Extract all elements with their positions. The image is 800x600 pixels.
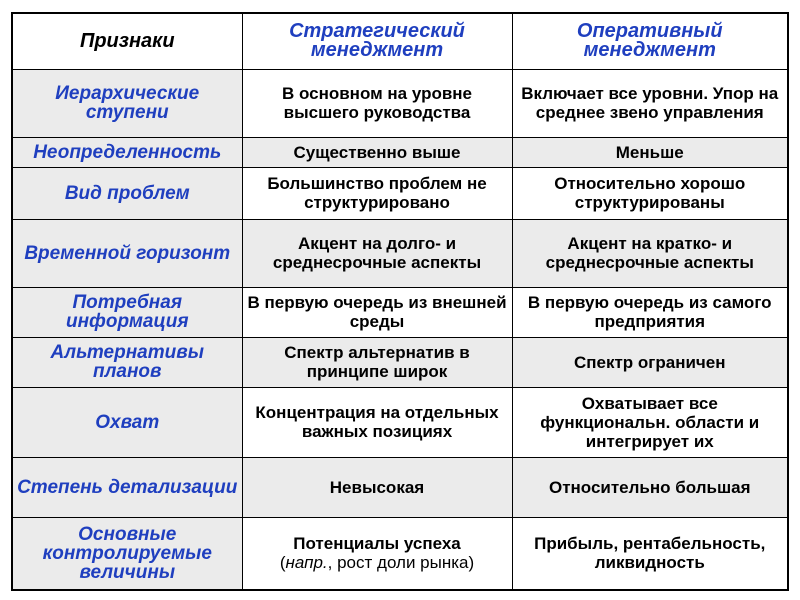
row-operative: Акцент на кратко- и среднесрочные аспекты	[512, 219, 788, 287]
row-strategic: В основном на уровне высшего руководства	[242, 69, 512, 137]
table-row	[12, 137, 788, 167]
header-strategic: Стратегический менеджмент	[242, 13, 512, 69]
note-rest: , рост доли рынка)	[327, 553, 475, 573]
row-operative: Включает все уровни. Упор на среднее звено управления	[512, 69, 788, 137]
table-row	[12, 69, 788, 137]
row-strategic: Большинство проблем не структурировано	[242, 167, 512, 219]
row-operative: Охватывает все функциональн. области и интегрирует их	[512, 387, 788, 457]
row-feature: Альтернативы планов	[12, 337, 242, 387]
row-operative: Прибыль, рентабельность, ликвидность	[512, 517, 788, 590]
row-strategic: Акцент на долго- и среднесрочные аспекты	[242, 219, 512, 287]
note-abbrev: напр.	[285, 553, 328, 573]
comparison-table	[11, 12, 789, 591]
header-row	[12, 13, 788, 69]
row-strategic: Существенно выше	[242, 137, 512, 167]
row-feature: Потребная информация	[12, 287, 242, 337]
table-row	[12, 387, 788, 457]
table-row	[12, 219, 788, 287]
row-operative: Меньше	[512, 137, 788, 167]
row-strategic: Спектр альтернатив в принципе широк	[242, 337, 512, 387]
table-row	[12, 167, 788, 219]
row-operative: В первую очередь из самого предприятия	[512, 287, 788, 337]
row-operative: Относительно большая	[512, 457, 788, 517]
row-feature: Основные контролируемые величины	[12, 517, 242, 590]
header-operative: Оперативный менеджмент	[512, 13, 788, 69]
row-strategic	[242, 517, 512, 590]
row-strategic: В первую очередь из внешней среды	[242, 287, 512, 337]
row-strategic: Невысокая	[242, 457, 512, 517]
row-feature: Степень детализации	[12, 457, 242, 517]
row-feature: Охват	[12, 387, 242, 457]
row-feature: Вид проблем	[12, 167, 242, 219]
strategic-main: Потенциалы успеха	[293, 534, 461, 554]
note-open-paren: (	[279, 553, 286, 573]
table-row	[12, 517, 788, 590]
strategic-note	[280, 553, 474, 572]
row-feature: Неопределенность	[12, 137, 242, 167]
row-strategic: Концентрация на отдельных важных позициях	[242, 387, 512, 457]
row-feature: Временной горизонт	[12, 219, 242, 287]
row-operative: Относительно хорошо структурированы	[512, 167, 788, 219]
row-feature: Иерархические ступени	[12, 69, 242, 137]
row-operative: Спектр ограничен	[512, 337, 788, 387]
table-row	[12, 287, 788, 337]
table-row	[12, 457, 788, 517]
table-row	[12, 337, 788, 387]
header-features: Признаки	[12, 13, 242, 69]
